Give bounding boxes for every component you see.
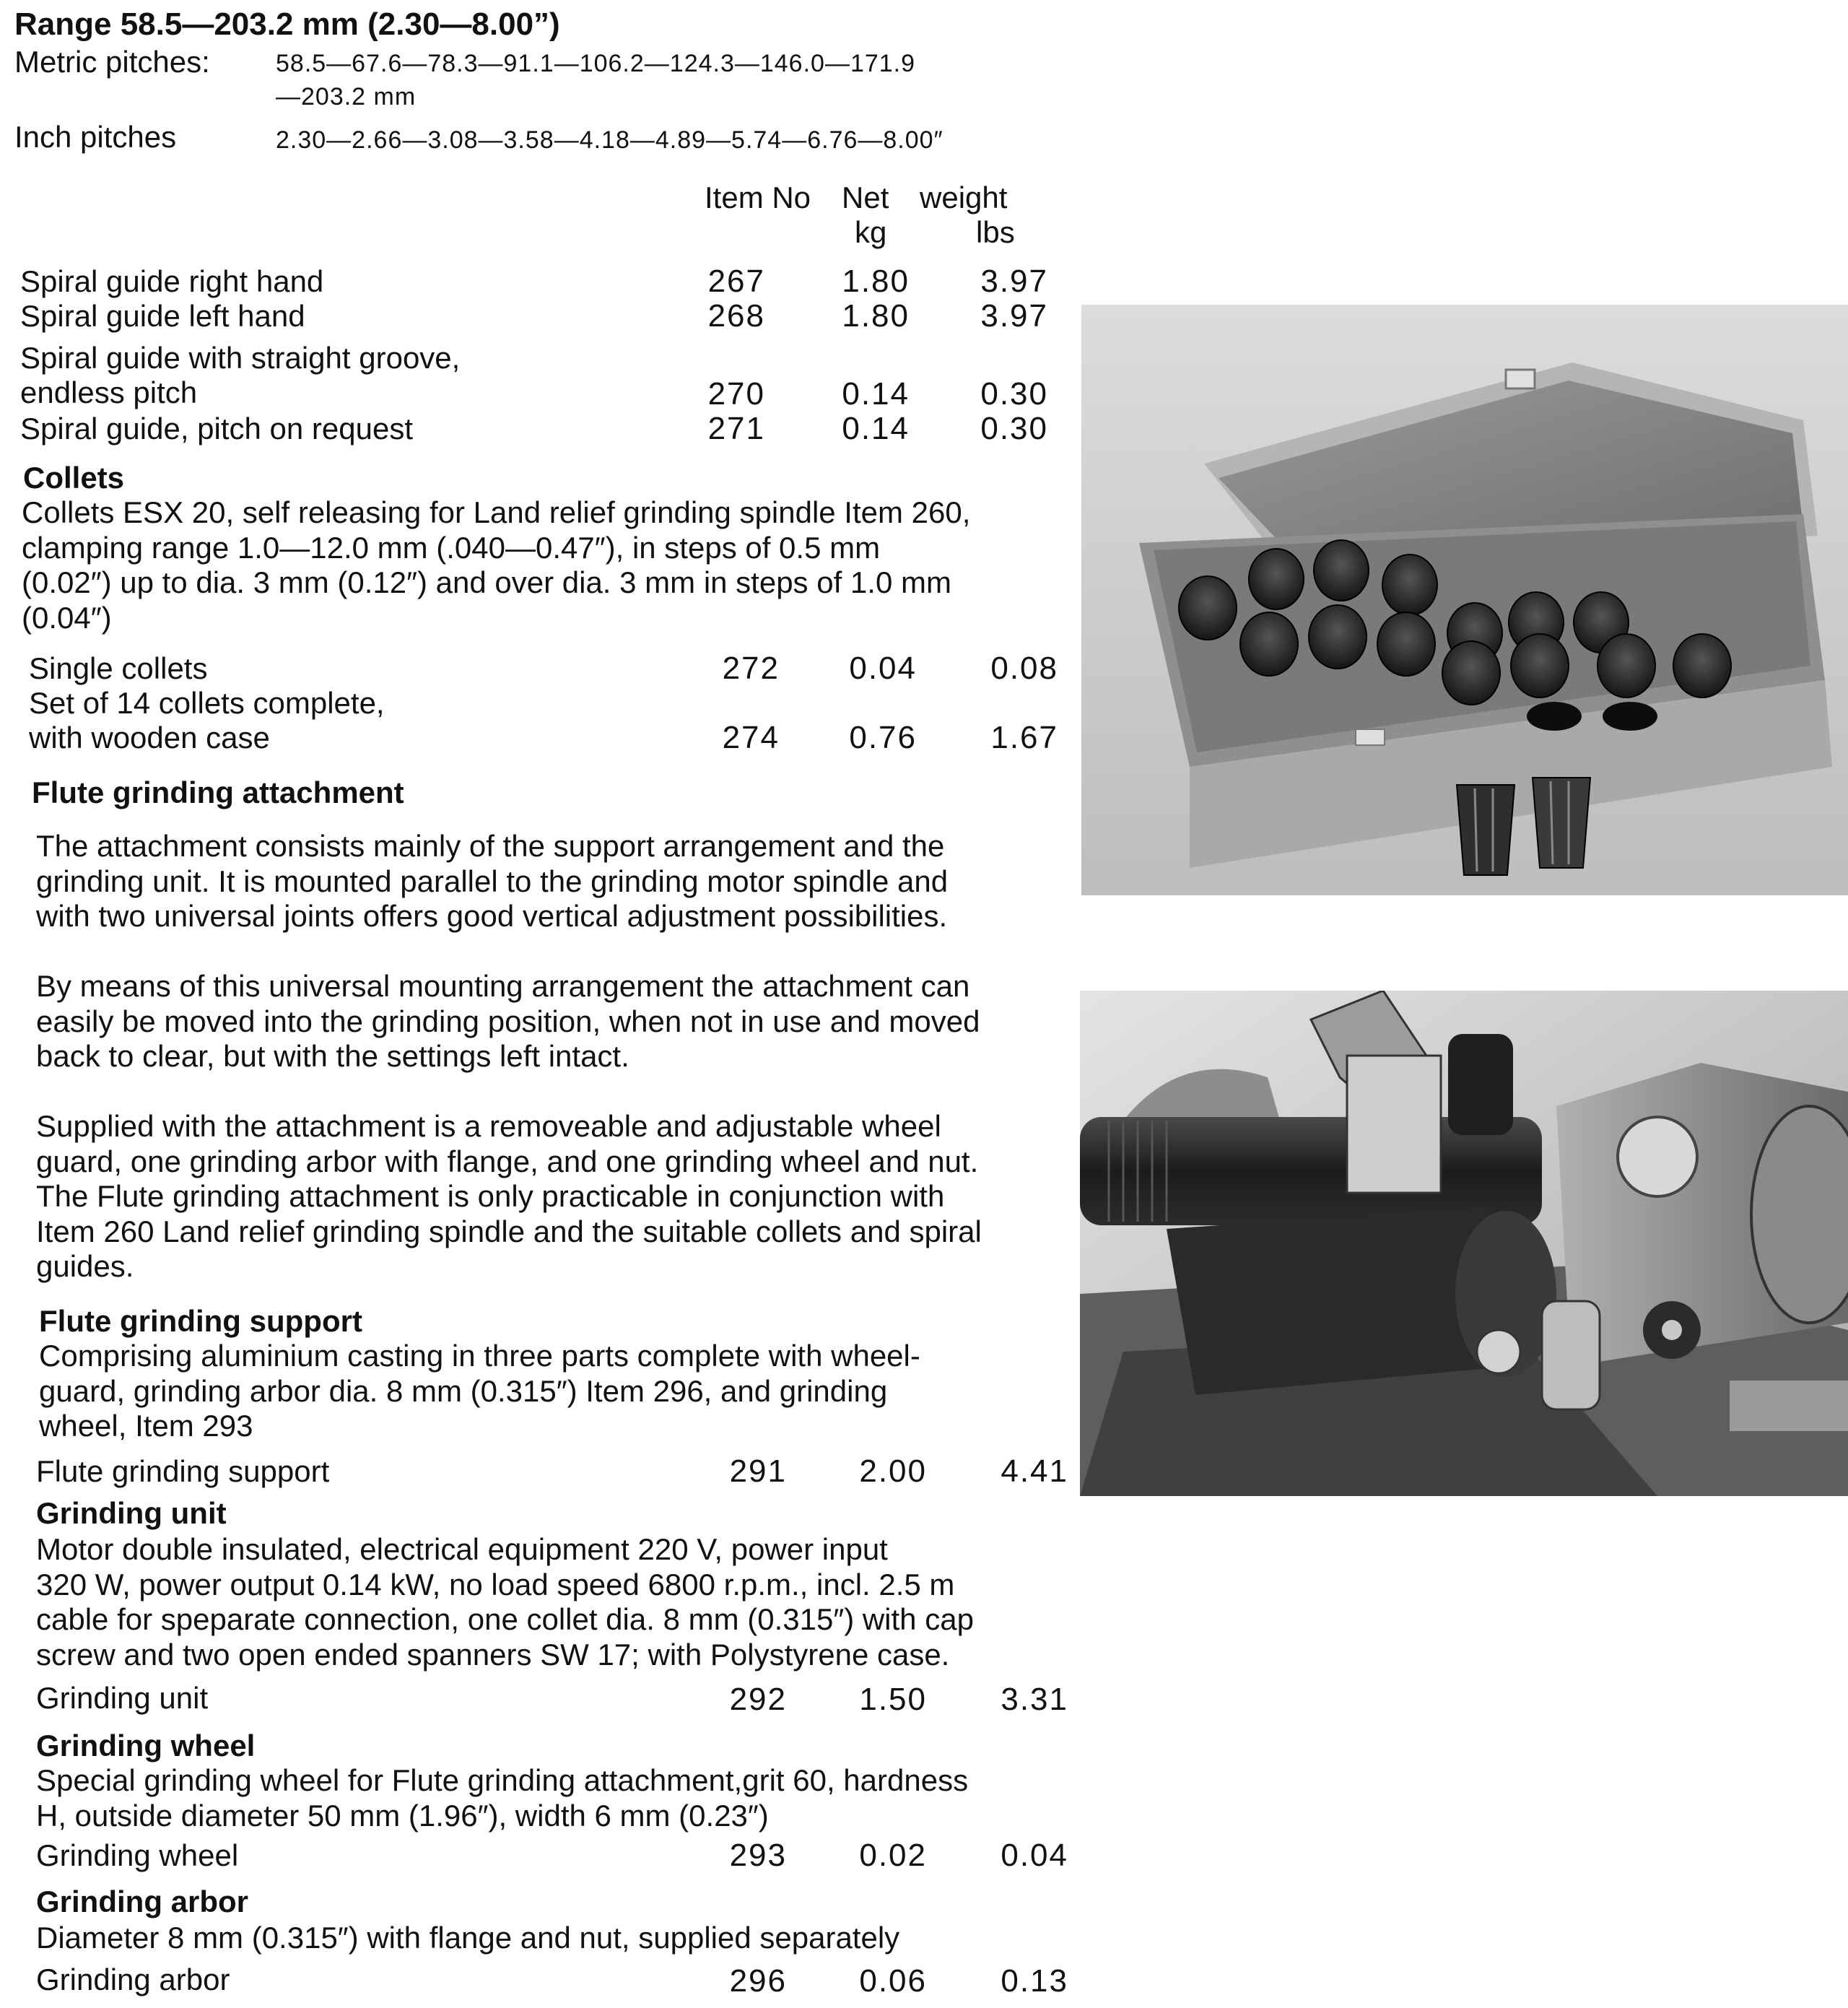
header-weight: weight bbox=[920, 181, 1008, 214]
collets-description bbox=[22, 495, 1054, 635]
flute-attachment-paragraph-1 bbox=[36, 829, 1061, 934]
text-line: Collets ESX 20, self releasing for Land relief grinding spindle Item 260, bbox=[22, 495, 971, 529]
row-item: 292 bbox=[729, 1682, 787, 1717]
row-item: 270 bbox=[707, 376, 765, 412]
flute-attachment-paragraph-2 bbox=[36, 969, 1061, 1074]
row-kg: 1.80 bbox=[842, 264, 910, 299]
row-item: 268 bbox=[707, 298, 765, 334]
grinding-wheel-heading: Grinding wheel bbox=[36, 1729, 256, 1763]
flute-attachment-heading: Flute grinding attachment bbox=[32, 775, 404, 809]
text-line: (0.02″) up to dia. 3 mm (0.12″) and over dia. 3 mm in steps of 1.0 mm bbox=[22, 565, 951, 599]
row-kg: 0.14 bbox=[842, 376, 910, 412]
row-name: Spiral guide with straight groove, bbox=[20, 341, 461, 375]
row-kg: 0.02 bbox=[859, 1838, 927, 1873]
row-kg: 1.80 bbox=[842, 298, 910, 334]
row-name: Grinding arbor bbox=[36, 1963, 230, 1996]
flute-support-heading: Flute grinding support bbox=[39, 1304, 362, 1338]
text-line: with two universal joints offers good vertical adjustment possibilities. bbox=[36, 899, 948, 933]
metric-pitches-line-1: 58.5—67.6—78.3—91.1—106.2—124.3—146.0—171.9 bbox=[276, 50, 916, 77]
text-line: cable for speparate connection, one collet dia. 8 mm (0.315″) with cap bbox=[36, 1602, 974, 1636]
row-lbs: 0.30 bbox=[980, 411, 1048, 446]
text-line: guard, grinding arbor dia. 8 mm (0.315″) Item 296, and grinding bbox=[39, 1373, 888, 1408]
row-name-continued: endless pitch bbox=[20, 375, 198, 409]
grinding-machine-illustration bbox=[1080, 991, 1848, 1496]
row-lbs: 1.67 bbox=[990, 720, 1058, 755]
text-line: screw and two open ended spanners SW 17; with Polystyrene case. bbox=[36, 1637, 950, 1672]
row-name: Flute grinding support bbox=[36, 1454, 330, 1488]
inch-pitches-line: 2.30—2.66—3.08—3.58—4.18—4.89—5.74—6.76—8.00″ bbox=[276, 126, 943, 154]
row-lbs: 0.04 bbox=[1001, 1838, 1068, 1873]
flute-support-description bbox=[39, 1339, 1068, 1444]
row-item: 271 bbox=[707, 411, 765, 446]
grinding-arbor-heading: Grinding arbor bbox=[36, 1885, 248, 1918]
collet-case-illustration bbox=[1081, 305, 1848, 895]
header-lbs: lbs bbox=[976, 215, 1015, 249]
row-name: Single collets bbox=[29, 651, 208, 685]
text-line: Item 260 Land relief grinding spindle and the suitable collets and spiral bbox=[36, 1214, 982, 1248]
text-line: guides. bbox=[36, 1249, 134, 1283]
row-name: Set of 14 collets complete, bbox=[29, 686, 385, 720]
collets-heading: Collets bbox=[23, 461, 125, 495]
collet-case-photo bbox=[1081, 305, 1848, 895]
row-name: Spiral guide left hand bbox=[20, 299, 305, 333]
row-name: Spiral guide, pitch on request bbox=[20, 412, 414, 446]
row-name: Grinding wheel bbox=[36, 1838, 239, 1872]
text-line: Motor double insulated, electrical equipment 220 V, power input bbox=[36, 1532, 888, 1566]
text-line: clamping range 1.0—12.0 mm (.040—0.47″), in steps of 0.5 mm bbox=[22, 530, 881, 565]
row-kg: 0.06 bbox=[859, 1963, 927, 1999]
text-line: grinding unit. It is mounted parallel to the grinding motor spindle and bbox=[36, 864, 949, 898]
row-lbs: 3.31 bbox=[1001, 1682, 1068, 1717]
text-line: Comprising aluminium casting in three parts complete with wheel- bbox=[39, 1339, 920, 1373]
row-item: 296 bbox=[729, 1963, 787, 1999]
text-line: (0.04″) bbox=[22, 600, 112, 635]
header-kg: kg bbox=[855, 215, 887, 249]
row-kg: 0.14 bbox=[842, 411, 910, 446]
row-lbs: 3.97 bbox=[980, 264, 1048, 299]
text-line: The attachment consists mainly of the support arrangement and the bbox=[36, 829, 945, 863]
inch-pitches-label: Inch pitches bbox=[14, 120, 177, 154]
text-line: H, outside diameter 50 mm (1.96″), width 6 mm (0.23″) bbox=[36, 1798, 769, 1833]
row-item: 267 bbox=[707, 264, 765, 299]
text-line: 320 W, power output 0.14 kW, no load speed 6800 r.p.m., incl. 2.5 m bbox=[36, 1567, 955, 1601]
row-lbs: 3.97 bbox=[980, 298, 1048, 334]
row-name: Grinding unit bbox=[36, 1681, 209, 1715]
text-line: wheel, Item 293 bbox=[39, 1409, 253, 1443]
metric-pitches-line-2: —203.2 mm bbox=[276, 83, 417, 110]
text-line: The Flute grinding attachment is only practicable in conjunction with bbox=[36, 1179, 945, 1213]
header-item-no: Item No bbox=[705, 181, 811, 214]
grinding-arbor-description: Diameter 8 mm (0.315″) with flange and nut, supplied separately bbox=[36, 1921, 900, 1955]
text-line: back to clear, but with the settings left intact. bbox=[36, 1039, 629, 1073]
flute-attachment-paragraph-3 bbox=[36, 1109, 1061, 1285]
grinding-unit-heading: Grinding unit bbox=[36, 1496, 227, 1530]
metric-pitches-label: Metric pitches: bbox=[14, 45, 210, 79]
row-item: 293 bbox=[729, 1838, 787, 1873]
text-line: guard, one grinding arbor with flange, and one grinding wheel and nut. bbox=[36, 1144, 979, 1178]
row-item: 274 bbox=[722, 720, 780, 755]
row-lbs: 0.30 bbox=[980, 376, 1048, 412]
row-item: 291 bbox=[729, 1453, 787, 1489]
grinding-wheel-description bbox=[36, 1763, 1068, 1833]
row-name: Spiral guide right hand bbox=[20, 264, 324, 298]
range-title: Range 58.5—203.2 mm (2.30—8.00”) bbox=[14, 6, 560, 42]
header-net: Net bbox=[842, 181, 889, 214]
row-kg: 1.50 bbox=[859, 1682, 927, 1717]
text-line: Special grinding wheel for Flute grinding attachment,grit 60, hardness bbox=[36, 1763, 969, 1797]
row-lbs: 0.08 bbox=[990, 651, 1058, 686]
text-line: Supplied with the attachment is a removeable and adjustable wheel bbox=[36, 1109, 941, 1143]
text-line: easily be moved into the grinding position, when not in use and moved bbox=[36, 1004, 980, 1038]
row-kg: 2.00 bbox=[859, 1453, 927, 1489]
row-kg: 0.04 bbox=[849, 651, 917, 686]
grinding-unit-description bbox=[36, 1532, 1068, 1672]
flute-grinding-attachment-photo bbox=[1080, 991, 1848, 1496]
row-lbs: 0.13 bbox=[1001, 1963, 1068, 1999]
row-kg: 0.76 bbox=[849, 720, 917, 755]
row-name-continued: with wooden case bbox=[29, 721, 270, 755]
row-lbs: 4.41 bbox=[1001, 1453, 1068, 1489]
row-item: 272 bbox=[722, 651, 780, 686]
text-line: By means of this universal mounting arrangement the attachment can bbox=[36, 969, 970, 1003]
